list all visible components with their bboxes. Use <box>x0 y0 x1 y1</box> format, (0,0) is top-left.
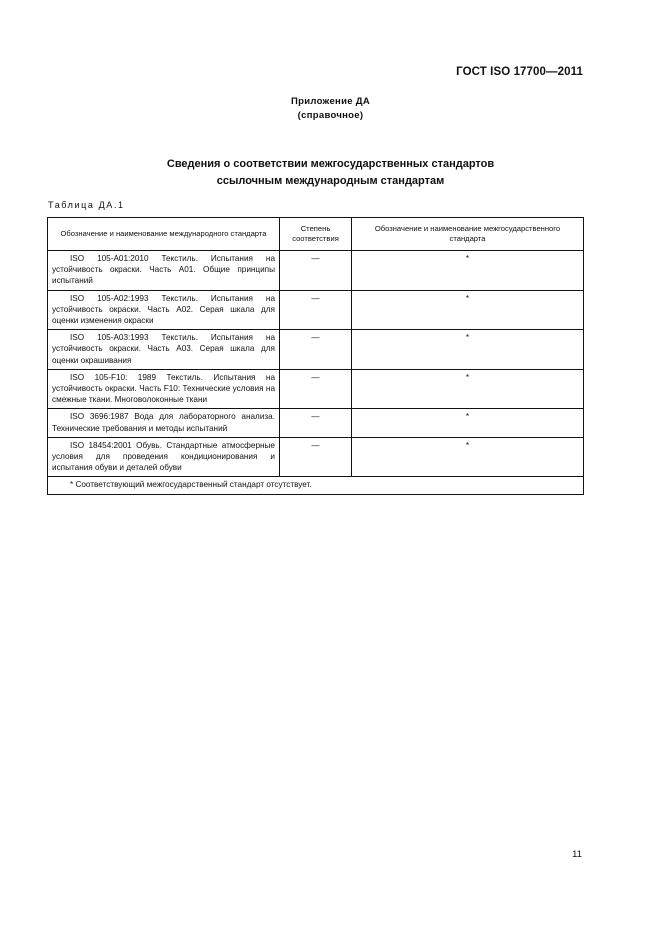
appendix-subtitle: (справочное) <box>297 110 364 121</box>
table-header-row <box>48 218 584 251</box>
appendix-title: Приложение ДА <box>291 96 370 107</box>
cell-standard: ISO 105-A02:1993 Текстиль. Испытания на устойчивость окраски. Часть А02. Серая шкала для оценки изменения окраски <box>48 290 280 330</box>
cell-degree: — <box>280 330 352 370</box>
header-degree: Степень соответствия <box>280 218 352 251</box>
cell-degree: — <box>280 369 352 409</box>
section-title <box>0 156 661 190</box>
section-title-line-1: Сведения о соответствии межгосударственных стандартов <box>166 158 495 170</box>
cell-national: * <box>352 290 584 330</box>
cell-degree: — <box>280 409 352 437</box>
table-row <box>48 330 584 370</box>
page-number: 11 <box>572 849 582 860</box>
cell-standard: ISO 105-A03:1993 Текстиль. Испытания на устойчивость окраски. Часть А03. Серая шкала для оценки окрашивания <box>48 330 280 370</box>
table-row <box>48 369 584 409</box>
standards-table <box>47 217 584 495</box>
cell-national: * <box>352 330 584 370</box>
cell-standard: ISO 3696:1987 Вода для лабораторного анализа. Технические требования и методы испытаний <box>48 409 280 437</box>
table-caption: Таблица ДА.1 <box>48 200 125 210</box>
table-footnote: * Соответствующий межгосударственный стандарт отсутствует. <box>48 477 584 494</box>
section-title-line-2: ссылочным международным стандартам <box>216 175 445 187</box>
cell-national: * <box>352 251 584 291</box>
cell-standard: ISO 18454:2001 Обувь. Стандартные атмосферные условия для проведения кондиционирования и испытания обуви и деталей обуви <box>48 437 280 477</box>
header-international-standard: Обозначение и наименование международного стандарта <box>48 218 280 251</box>
table-row <box>48 290 584 330</box>
table-footnote-row <box>48 477 584 494</box>
cell-national: * <box>352 437 584 477</box>
table-row <box>48 251 584 291</box>
table-row <box>48 437 584 477</box>
cell-degree: — <box>280 251 352 291</box>
cell-national: * <box>352 409 584 437</box>
cell-standard: ISO 105-A01:2010 Текстиль. Испытания на устойчивость окраски. Часть А01. Общие принципы испытаний <box>48 251 280 291</box>
table-row <box>48 409 584 437</box>
cell-national: * <box>352 369 584 409</box>
header-national-standard: Обозначение и наименование межгосударственного стандарта <box>352 218 584 251</box>
document-code: ГОСТ ISO 17700—2011 <box>456 66 583 78</box>
cell-degree: — <box>280 437 352 477</box>
cell-degree: — <box>280 290 352 330</box>
cell-standard: ISO 105-F10: 1989 Текстиль. Испытания на устойчивость окраски. Часть F10: Технические условия на смежные ткани. Многоволоконные ткани <box>48 369 280 409</box>
